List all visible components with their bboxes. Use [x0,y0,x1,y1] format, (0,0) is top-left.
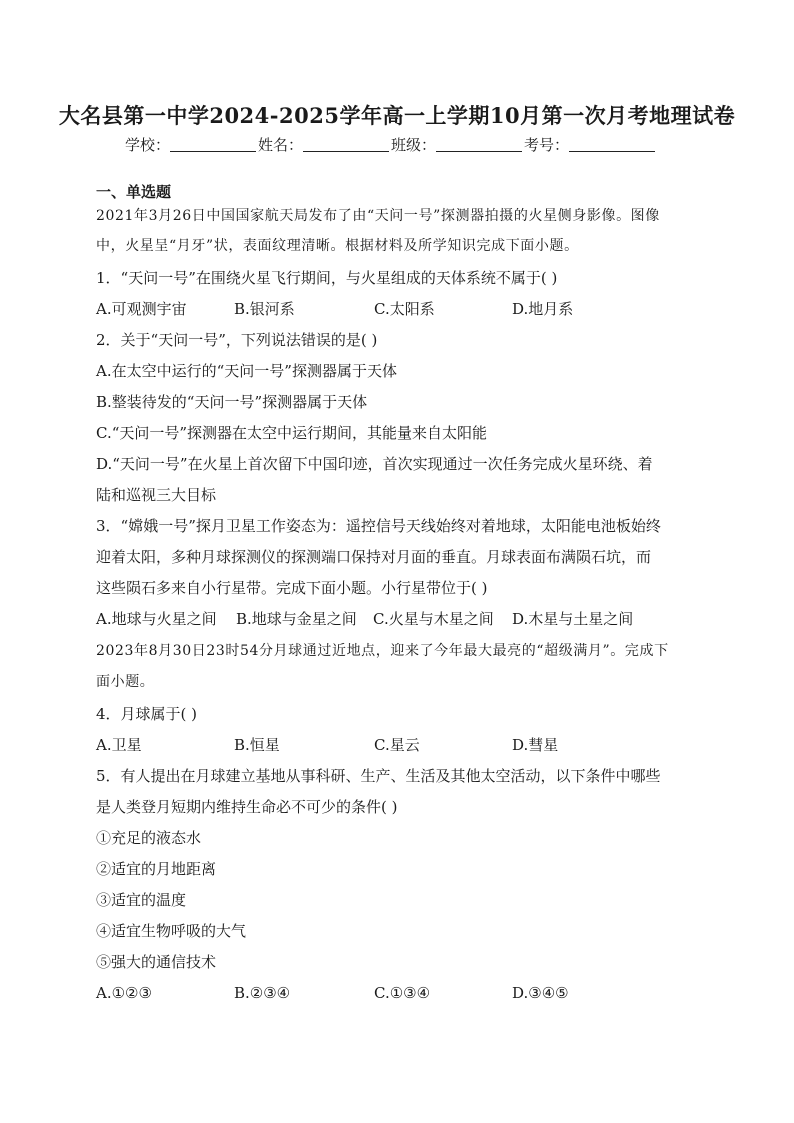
option-d: D.“天问一号”在火星上首次留下中国印迹，首次实现通过一次任务完成火星环绕、着 [96,455,653,473]
question-5-options [96,983,569,1003]
option-b: B.②③④ [234,984,291,1002]
question-1-options [96,299,573,319]
exam-title: 大名县第一中学2024-2025学年高一上学期10月第一次月考地理试卷 [58,103,736,128]
question-3-stem: 3．“嫦娥一号”探月卫星工作姿态为：遥控信号天线始终对着地球，太阳能电池板始终 [96,517,661,535]
option-d: D.地月系 [512,300,574,318]
condition-item: ②适宜的月地距离 [96,860,217,878]
question-4-stem: 4．月球属于( ) [96,705,198,723]
question-2-stem: 2．关于“天问一号”，下列说法错误的是( ) [96,331,378,349]
option-a: A.可观测宇宙 [96,300,187,318]
material-text: 2023年8月30日23时54分月球通过近地点，迎来了今年最大最亮的“超级满月”。完成下 [96,643,669,659]
question-3-stem: 迎着太阳，多种月球探测仪的探测端口保持对月面的垂直。月球表面布满陨石坑，而 [96,548,652,566]
option-d: D.木星与土星之间 [512,610,634,628]
question-5-stem: 5．有人提出在月球建立基地从事科研、生产、生活及其他太空活动，以下条件中哪些 [96,767,661,785]
number-label: 考号： [524,136,570,154]
condition-item: ①充足的液态水 [96,829,202,847]
condition-item: ⑤强大的通信技术 [96,953,217,971]
option-a: A.卫星 [96,736,142,754]
name-blank[interactable] [303,137,389,152]
option-c: C.太阳系 [374,300,435,318]
option-a: A.在太空中运行的“天问一号”探测器属于天体 [96,362,397,380]
class-blank[interactable] [436,137,522,152]
option-c: C.星云 [374,736,420,754]
option-d: D.③④⑤ [512,984,569,1002]
condition-item: ④适宜生物呼吸的大气 [96,922,247,940]
option-b: B.整装待发的“天问一号”探测器属于天体 [96,393,368,411]
name-label: 姓名： [258,136,304,154]
school-label: 学校： [125,136,171,154]
option-b: B.银河系 [234,300,295,318]
material-text: 中，火星呈“月牙”状，表面纹理清晰。根据材料及所学知识完成下面小题。 [96,238,579,254]
question-1-stem: 1．“天问一号”在围绕火星飞行期间，与火星组成的天体系统不属于( ) [96,269,558,287]
option-b: B.地球与金星之间 [236,610,357,628]
section-heading: 一、单选题 [96,183,172,201]
question-3-options [96,609,633,629]
option-b: B.恒星 [234,736,280,754]
material-text: 面小题。 [96,674,155,690]
option-a: A.地球与火星之间 [96,610,217,628]
option-a: A.①②③ [96,984,152,1002]
option-d: D.彗星 [512,736,559,754]
option-c: C.“天问一号”探测器在太空中运行期间，其能量来自太阳能 [96,424,488,442]
class-label: 班级： [391,136,437,154]
question-4-options [96,735,558,755]
option-d-continued: 陆和巡视三大目标 [96,486,217,504]
question-3-stem: 这些陨石多来自小行星带。完成下面小题。小行星带位于( ) [96,579,488,597]
school-blank[interactable] [170,137,256,152]
material-text: 2021年3月26日中国国家航天局发布了由“天问一号”探测器拍摄的火星侧身影像。图像 [96,208,660,224]
number-blank[interactable] [569,137,655,152]
condition-item: ③适宜的温度 [96,891,187,909]
student-info-line [125,134,685,155]
option-c: C.①③④ [374,984,431,1002]
option-c: C.火星与木星之间 [373,610,494,628]
question-5-stem: 是人类登月短期内维持生命必不可少的条件( ) [96,798,398,816]
